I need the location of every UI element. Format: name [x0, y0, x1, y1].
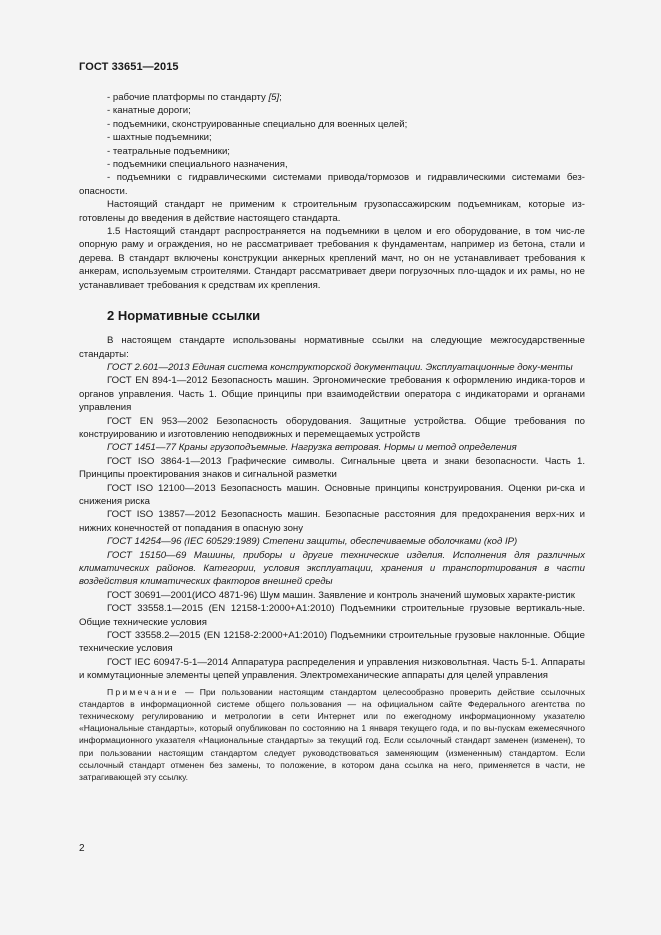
document-body: [79, 91, 585, 783]
document-header: ГОСТ 33651—2015: [79, 61, 179, 73]
list-item: [79, 145, 585, 158]
note-paragraph: [79, 686, 585, 784]
reference-entry: ГОСТ 33558.1—2015 (EN 12158-1:2000+A1:2010) Подъемники строительные грузовые вертикаль-ные. Общие технические условия: [79, 603, 585, 628]
reference-entry: ГОСТ 15150—69 Машины, приборы и другие технические изделия. Исполнения для различных климатических районов. Категории, условия эксплуатации, хранения и транспортирования в части воздействия климатических факторов внешней среды: [79, 549, 585, 588]
list-item: [79, 158, 585, 171]
list-item-text: - подъемники с гидравлическими системами привода/тормозов и гидравлическими системами без-опасности.: [79, 172, 585, 197]
reference-entry: ГОСТ EN 894-1—2012 Безопасность машин. Эргономические требования к оформлению индика-торов и органов управления. Часть 1. Общие принципы при взаимодействии оператора с индикаторами и органами управления: [79, 375, 585, 414]
list-item: [79, 91, 585, 104]
reference-entry: ГОСТ 2.601—2013 Единая система конструкторской документации. Эксплуатационные доку-менты: [107, 361, 573, 373]
list-item: [79, 118, 585, 131]
reference-entry: ГОСТ ISO 12100—2013 Безопасность машин. Основные принципы конструирования. Оценки ри-ска и снижения риска: [79, 482, 585, 507]
reference-entry: ГОСТ IEC 60947-5-1—2014 Аппаратура распределения и управления низковольтная. Часть 5-1. Аппараты и коммутационные элементы цепей управления. Электромеханические аппараты для целей управления: [79, 656, 585, 682]
reference-entry: ГОСТ EN 953—2002 Безопасность оборудования. Защитные устройства. Общие требования по конструированию и изготовлению неподвижных и перемещаемых устройств: [79, 415, 585, 440]
reference-entry: ГОСТ 33558.2—2015 (EN 12158-2:2000+A1:2010) Подъемники строительные грузовые наклонные. Общие технические условия: [79, 630, 585, 655]
list-item-text: - шахтные подъемники;: [107, 132, 212, 144]
paragraph-1-5: 1.5 Настоящий стандарт распространяется на подъемники в целом и его оборудование, в том чис-ле опорную раму и ограждения, но не рассматривает требования к фундаментам, например из бетона, стали и дерева. В стандарт включены конструкции анкерных креплений мачт, но он не устанавливает требования к анкерам, используемым строителями. Стандарт рассматривает двери погрузочных пло-щадок и их рамы, но не устанавливает требования к средствам их крепления.: [79, 226, 585, 291]
note-label: Примечание: [107, 686, 179, 697]
list-item: [79, 104, 585, 117]
list-item-reference: [5]: [268, 92, 280, 103]
list-item-suffix: ;: [279, 92, 282, 103]
list-item-text: - рабочие платформы по стандарту: [107, 92, 269, 103]
note-text: — При пользовании настоящим стандартом целесообразно проверить действие ссылочных стандартов в информационной системе общего пользования — на официальном сайте Федерального агентства по техническому регулированию и метрологии в сети Интернет или по ежегодному информационному указателю «Национальные стандарты», который опубликован по состоянию на 1 января текущего года, и по вы-пускам ежемесячного информационного указателя «Национальные стандарты» за текущий год. Если ссылочный стандарт заменен (изменен), то при пользовании настоящим стандартом следует руководствоваться заменяющим (измененным) стандартом. Если ссылочный стандарт отменен без замены, то положение, в котором дана ссылка на него, применяется в части, не затрагивающей эту ссылку.: [79, 686, 585, 783]
list-item: [79, 171, 585, 198]
reference-entry: ГОСТ 30691—2001(ИСО 4871-96) Шум машин. Заявление и контроль значений шумовых характе-ристик: [107, 589, 575, 601]
paragraph-not-applied: Настоящий стандарт не применим к строительным грузопассажирским подъемникам, которые из-готовлены до введения в действие настоящего стандарта.: [79, 199, 585, 224]
reference-entry: ГОСТ ISO 3864-1—2013 Графические символы. Сигнальные цвета и знаки безопасности. Часть 1. Принципы проектирования знаков и сигнальной разметки: [79, 455, 585, 481]
list-item: [79, 131, 585, 144]
reference-entry: ГОСТ 1451—77 Краны грузоподъемные. Нагрузка ветровая. Нормы и метод определения: [107, 442, 517, 454]
list-item-text: - канатные дороги;: [107, 105, 191, 117]
reference-entry: ГОСТ ISO 13857—2012 Безопасность машин. Безопасные расстояния для предохранения верх-них и нижних конечностей от попадания в опасную зону: [79, 509, 585, 534]
page-number: 2: [79, 843, 85, 854]
reference-entry: ГОСТ 14254—96 (IEC 60529:1989) Степени защиты, обеспечиваемые оболочками (код IP): [107, 536, 518, 548]
list-item-text: - подъемники специального назначения,: [107, 159, 288, 171]
list-item-text: - подъемники, сконструированные специально для военных целей;: [107, 118, 408, 130]
references-list: [79, 361, 585, 683]
section-intro: В настоящем стандарте использованы нормативные ссылки на следующие межгосударственные стандарты:: [79, 335, 585, 360]
exclusions-list: [79, 91, 585, 198]
list-item-text: - театральные подъемники;: [107, 145, 230, 157]
section-heading-normative-references: 2 Нормативные ссылки: [107, 308, 261, 324]
